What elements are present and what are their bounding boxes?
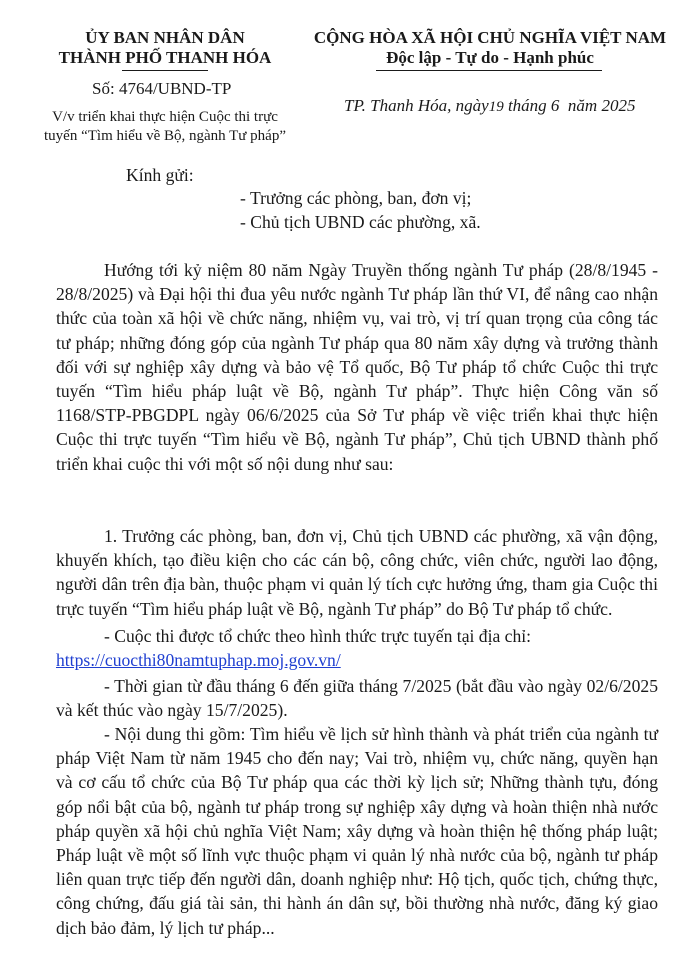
place-date-prefix: TP. Thanh Hóa, ngày <box>344 96 489 115</box>
date-year: năm 2025 <box>567 96 636 115</box>
national-title: CỘNG HÒA XÃ HỘI CHỦ NGHĨA VIỆT NAM <box>313 28 667 47</box>
item-1-text: 1. Trưởng các phòng, ban, đơn vị, Chủ tịch UBND các phường, xã vận động, khuyến khích, tạo điều kiện cho các cán bộ, công chức, viên chức, người lao động, người dân trên địa bàn, thuộc phạm vi quản lý tích cực hưởng ứng, tham gia Cuộc thi trực tuyến “Tìm hiểu pháp luật về Bộ, ngành Tư pháp” do Bộ Tư pháp tổ chức. <box>56 526 658 619</box>
recipient-item: - Chủ tịch UBND các phường, xã. <box>240 212 481 232</box>
place-date <box>344 96 635 117</box>
header-left-underline <box>122 70 208 71</box>
format-text: - Cuộc thi được tổ chức theo hình thức trực tuyến tại địa chỉ: <box>104 626 532 646</box>
item-1-paragraph <box>56 524 658 621</box>
issuing-authority: ỦY BAN NHÂN DÂN <box>85 28 245 47</box>
date-day: 19 <box>488 99 504 115</box>
recipients-label: Kính gửi: <box>126 165 194 185</box>
format-paragraph <box>56 624 658 672</box>
content-paragraph <box>56 722 658 940</box>
recipient-item: - Trưởng các phòng, ban, đơn vị; <box>240 188 472 208</box>
time-text: - Thời gian từ đầu tháng 6 đến giữa tháng 7/2025 (bắt đầu vào ngày 02/6/2025 và kết thúc vào ngày 15/7/2025). <box>56 676 658 721</box>
doc-number-prefix: Số: <box>92 79 115 98</box>
content-text: - Nội dung thi gồm: Tìm hiểu về lịch sử hình thành và phát triển của ngành tư pháp Việt Nam từ năm 1945 cho đến nay; Vai trò, nhiệm vụ, chức năng, quyền hạn và cơ cấu tổ chức của Bộ Tư pháp qua các thời kỳ lịch sử; Những thành tựu, đóng góp nổi bật của bộ, ngành tư pháp trong sự nghiệp xây dựng và hoàn thiện nhà nước pháp quyền xã hội chủ nghĩa Việt Nam; xây dựng và hoàn thiện hệ thống pháp luật; Pháp luật về một số lĩnh vực thuộc phạm vi quản lý nhà nước của bộ, ngành tư pháp liên quan trực tiếp đến người dân, doanh nghiệp như: Hộ tịch, quốc tịch, chứng thực, công chứng, đấu giá tài sản, thi hành án dân sự, bồi thường nhà nước, đăng ký giao dịch bảo đảm, lý lịch tư pháp... <box>56 724 658 938</box>
intro-paragraph <box>56 258 658 476</box>
time-paragraph <box>56 674 658 722</box>
subject-line-2: tuyến “Tìm hiểu về Bộ, ngành Tư pháp” <box>44 128 286 144</box>
intro-text: Hướng tới kỷ niệm 80 năm Ngày Truyền thống ngành Tư pháp (28/8/1945 - 28/8/2025) và Đại hội thi đua yêu nước ngành Tư pháp lần thứ VI, để nâng cao nhận thức của toàn xã hội về chức năng, nhiệm vụ, vai trò, vị trí quan trọng của công tác tư pháp; những đóng góp của ngành Tư pháp qua 80 năm xây dựng và trưởng thành đối với sự nghiệp xây dựng và bảo vệ Tổ quốc, Bộ Tư pháp tổ chức Cuộc thi trực tuyến “Tìm hiểu pháp luật về Bộ, ngành Tư pháp”. Thực hiện Công văn số 1168/STP-PBGDPL ngày 06/6/2025 của Sở Tư pháp về việc triển khai thực hiện Cuộc thi trực tuyến “Tìm hiểu về Bộ, ngành Tư pháp”, Chủ tịch UBND thành phố triển khai cuộc thi với một số nội dung như sau: <box>56 260 658 474</box>
national-motto: Độc lập - Tự do - Hạnh phúc <box>386 48 594 67</box>
date-month: 6 <box>550 96 560 115</box>
issuing-authority-city: THÀNH PHỐ THANH HÓA <box>58 48 272 67</box>
header-right-underline <box>376 70 602 71</box>
doc-number-value: 4764 <box>118 79 153 98</box>
document-number <box>92 79 231 99</box>
contest-url-link[interactable]: https://cuocthi80namtuphap.moj.gov.vn/ <box>56 650 341 671</box>
subject-line-1: V/v triển khai thực hiện Cuộc thi trực <box>52 109 278 125</box>
doc-number-suffix: /UBND-TP <box>152 79 232 98</box>
date-month-label: tháng <box>507 96 547 115</box>
